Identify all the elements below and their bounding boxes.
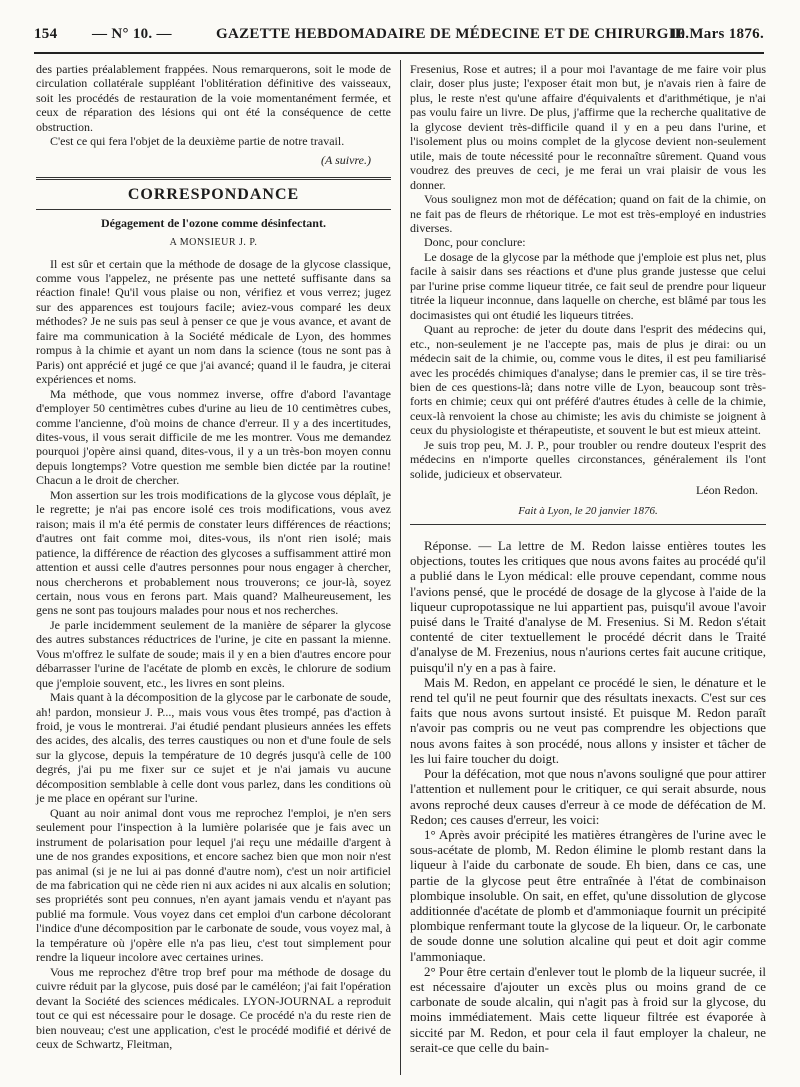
letter-paragraph: Je suis trop peu, M. J. P., pour troubler ou rendre douteux l'esprit des médecins en n'importe quelles circonstances, généralement ils l'ont solide, judicieux et observateur. [410,437,766,481]
title-underline [36,209,391,210]
right-column [410,62,766,1056]
letter-paragraph: Mais quant à la décomposition de la glycose par le carbonate de soude, ah! pardon, monsieur J. P..., mais vous vous êtes trompé, pas d'action à froid, je vous le montrerai. J'ai étudié pendant plusieurs années les effets des acides, des alcalis, des terres caustiques ou non et d'une foule de sels sur la glycose, depuis la température de 10 degrés jusqu'à celle de 100 degrés, j'ai pu me fixer sur ce sujet et je n'ai jamais vu aucune décomposition semblable à celle dont vous parlez, dans les conditions où je me place en opérant sur l'urine. [36,690,391,806]
article-title: Dégagement de l'ozone comme désinfectant. [101,215,326,230]
letter-paragraph: Donc, pour conclure: [424,235,526,250]
letter-paragraph: Je parle incidemment seulement de la manière de séparer la glycose des autres substances réductrices de l'urine, je cite en passant la mienne. Vous m'offrez le sulfate de soude; mais il y en a bien d'autres encore pour débarrasser l'urine de l'acétate de plomb en excès, le chlorure de sodium que j'emploie souvent, etc., les livres en sont pleins. [36,617,391,690]
reply-paragraph: Mais M. Redon, en appelant ce procédé le sien, le dénature et le rend tel qu'il ne peut fournir que des résultats inexacts. C'est sur ces faits que nous avons surtout insisté. Et puisque M. Redon paraît n'avoir pas compris ou ne veut pas comprendre les objections que nous avons faites à son procédé, nous allons y insister et tâcher de les lui faire toucher du doigt. [410,675,766,766]
reply-block [410,539,766,1056]
header-rule [34,52,764,54]
to-be-continued: (A suivre.) [321,152,371,167]
letter-signature: Léon Redon. [696,483,758,498]
reply-paragraph: Réponse. — La lettre de M. Redon laisse entières toutes les objections, toutes les critiques que nous avons faites au procédé qu'il a publié dans le Lyon médical: elle prouve cependant, comme nous l'avions pensé, que le procédé de dosage de la glycose à l'aide de la liqueur cupropotassique ne lui appartient pas, puisqu'il avoue l'avoir puisé dans le Traité d'analyse de M. Fresenius. Si M. Redon s'était contenté de citer textuellement le procédé décrit dans le Traité d'analyse de M. Frezenius, nous n'aurions certes fait aucune critique, puisqu'il n'y en a pas à faire. [410,539,766,675]
letter-paragraph: Vous me reprochez d'être trop bref pour ma méthode de dosage du cuivre réduit par la glycose, puis dosé par le caméléon; j'ai fait l'opération devant la Société des sciences médicales. LYON-JOURNAL a reproduit tout ce qui est nécessaire pour le dosage. Ce procédé n'a du reste rien de bien nouveau; c'est une application, c'est le procédé modifié et dérivé de ceux de Schwartz, Fleitman, [36,964,391,1051]
letter-paragraph: Quant au reproche: de jeter du doute dans l'esprit des médecins qui, etc., non-seulement je ne l'accepte pas, mais de plus je dirai: ou un médecin sait de la chimie, ou, comme vous le dites, il est peu familiarisé avec les procédés chimiques d'analyse; dans le premier cas, il se tire très-bien de ces questions-là; dans notre ville de Lyon, beaucoup sont très-forts en chimie; ceux qui ont préféré d'autres études à celle de la chimie, ceux-là renvoient la chose au chimiste; les avis du chimiste se joignent à ceux du physiologiste et thérapeutiste, et souvent le but est mieux atteint. [410,322,766,438]
intro-paragraph: des parties préalablement frappées. Nous remarquerons, soit le mode de circulation collatérale suppléant l'oblitération définitive des vaisseaux, soit les procédés de restauration de la voie momentanément fermée, et ceux de réparation des lésions qui ont été la conséquence de cette obstruction. [36,62,391,134]
letter-paragraph: Mon assertion sur les trois modifications de la glycose vous déplaît, je le regrette; je n'ai pas encore isolé ces trois modifications, vous avez raison; mais il m'a été permis de constater leurs différences de réactions; d'autres ont fait comme moi, dites-vous, ils n'ont rien isolé; mais patience, la différence de réaction des glycoses a suffisamment attiré mon attention et aussi celle d'autres personnes pour nous engager à chercher, nous chercherons et probablement nous trouverons; ce jour-là, soyez certain, nous vous en ferons part. Mais quand? Malheureusement, les gens ne sont pas toujours malades pour nous et nos recherches. [36,487,391,618]
letter-paragraph: Quant au noir animal dont vous me reprochez l'emploi, je n'en sers seulement pour l'inspection à la lumière polarisée que je fais avec un instrument de polarisation pour lequel j'ai reçu une médaille d'argent à une de nos grandes expositions, et encore sachez bien que mon noir n'est pas animal (si je ne lui ai pas donné d'autre nom), c'est un noir artificiel de ma fabrication qui ne cède rien ni aux acides ni aux alcalis en solution; ses propriétés sont peu connues, n'en ayant jamais vendu et n'ayant pas publié ma formule. Vous voyez dans cet emploi d'un carbone décolorant l'indice d'une décomposition par le carbonate de soude, vous voyez mal, à la température où j'opère elle n'a pas lieu, c'est tout simplement pour rendre la liqueur incolore avec certaines urines. [36,805,391,965]
letter-paragraph: Vous soulignez mon mot de défécation; quand on fait de la chimie, on ne fait pas de fleurs de rhétorique. Le mot est très-employé en industries diverses. [410,192,766,235]
section-separator [36,177,391,180]
reply-separator [410,524,766,525]
intro-paragraph-2: C'est ce qui fera l'objet de la deuxième partie de notre travail. [50,134,345,149]
running-header [34,22,764,48]
letter-paragraph: Fresenius, Rose et autres; il a pour moi l'avantage de me faire voir plus clair, doser plus juste; l'exposer était mon but, je n'avais rien à faire de plus, le reste n'est qu'une affaire d'équivalents et d'arithmétique, je n'ai pas voulu faire un livre. De plus, j'affirme que la recherche qualitative de la glycose devient très-difficile quand il y en a peu dans l'urine, et l'isolement plus ou moins complet de la glycose devient non-seulement utile, mais de toute nécessité pour le reconnaître sûrement. Quand vous voudrez des preuves de ceci, je me ferai un vrai plaisir de vous les donner. [410,62,766,192]
column-divider [400,60,401,1075]
letter-place-date: Fait à Lyon, le 20 janvier 1876. [518,504,658,517]
addressee: A MONSIEUR J. P. [169,237,258,249]
issue-date: 10 Mars 1876. [669,26,764,42]
issue-number: — N° 10. — [92,26,172,42]
reply-paragraph: 2° Pour être certain d'enlever tout le plomb de la liqueur sucrée, il est nécessaire d'ajouter un excès plus ou moins grand de ce carbonate de soude alcalin, qui n'agit pas à froid sur la glycose, du moins immédiatement. Mais cette liqueur filtrée est évaporée à siccité par M. Redon, et pour cela il faut employer la chaleur, ne serait-ce que celle du bain- [410,964,766,1055]
reply-paragraph: Pour la défécation, mot que nous n'avons souligné que pour attirer l'attention et nullement pour le critiquer, ce qui serait absurde, nous avons reproché deux causes d'erreur à ce mode de défécation de M. Redon; ces causes d'erreur, les voici: [410,767,766,827]
page-number: 154 [34,26,58,42]
letter-paragraph: Ma méthode, que vous nommez inverse, offre d'abord l'avantage d'employer 50 centimètres cubes d'urine au lieu de 10 centimètres cubes, comme l'ancienne, d'où moins de chance d'erreur. Il y a des incertitudes, dites-vous, il vous serait difficile de me les montrer. Vous me demandez pourquoi j'opère ainsi quand, dites-vous, il y a un très-bon moyen connu depuis longtemps? Votre question me semble bien dictée par la routine! Chacun a le droit de chercher. [36,386,391,488]
left-column [36,62,391,1051]
journal-title: GAZETTE HEBDOMADAIRE DE MÉDECINE ET DE CHIRURGIE. [216,26,690,42]
letter-paragraph: Le dosage de la glycose par la méthode que j'emploie est plus net, plus facile à saisir dans ses réactions et d'une plus grande justesse que celui par l'urine prise comme liqueur titrée, ce fait seul de prendre pour liqueur titrée la liqueur inconnue, dans laquelle on cherche, est blâmé par tous les docimasistes qui ont étudié les liqueurs titrées. [410,249,766,322]
section-title: CORRESPONDANCE [127,186,300,204]
letter-paragraph: Il est sûr et certain que la méthode de dosage de la glycose classique, comme vous l'appelez, ne présente pas une netteté suffisante dans sa réaction finale! Qu'il vous plaise ou non, vérifiez et vous verrez; jugez sur des apparences est toujours facile; aviez-vous comparé les deux méthodes? Je ne suis pas seul à penser ce que je vous avance, et avant de faire ma communication à la Société médicale de Lyon, des hommes rompus à la chimie et ayant un nom dans la science (tous ne sont pas à Paris) ont apprécié et jugé ce que j'ai avancé; quand il le faudra, je citerai expériences et noms. [36,256,391,387]
reply-paragraph: 1° Après avoir précipité les matières étrangères de l'urine avec le sous-acétate de plomb, M. Redon élimine le plomb restant dans la liqueur à l'aide du carbonate de soude. Eh bien, dans ce cas, une partie de la glycose peut être entraînée à l'état de combinaison plombique insoluble. On sait, en effet, qu'une dissolution de glycose additionnée d'acétate de plomb et d'ammoniaque fournit un précipité plombique renfermant toute la glycose de la liqueur. Or, le carbonate de soude donne une solution alcaline qui peut et doit agir comme l'ammoniaque. [410,827,766,964]
